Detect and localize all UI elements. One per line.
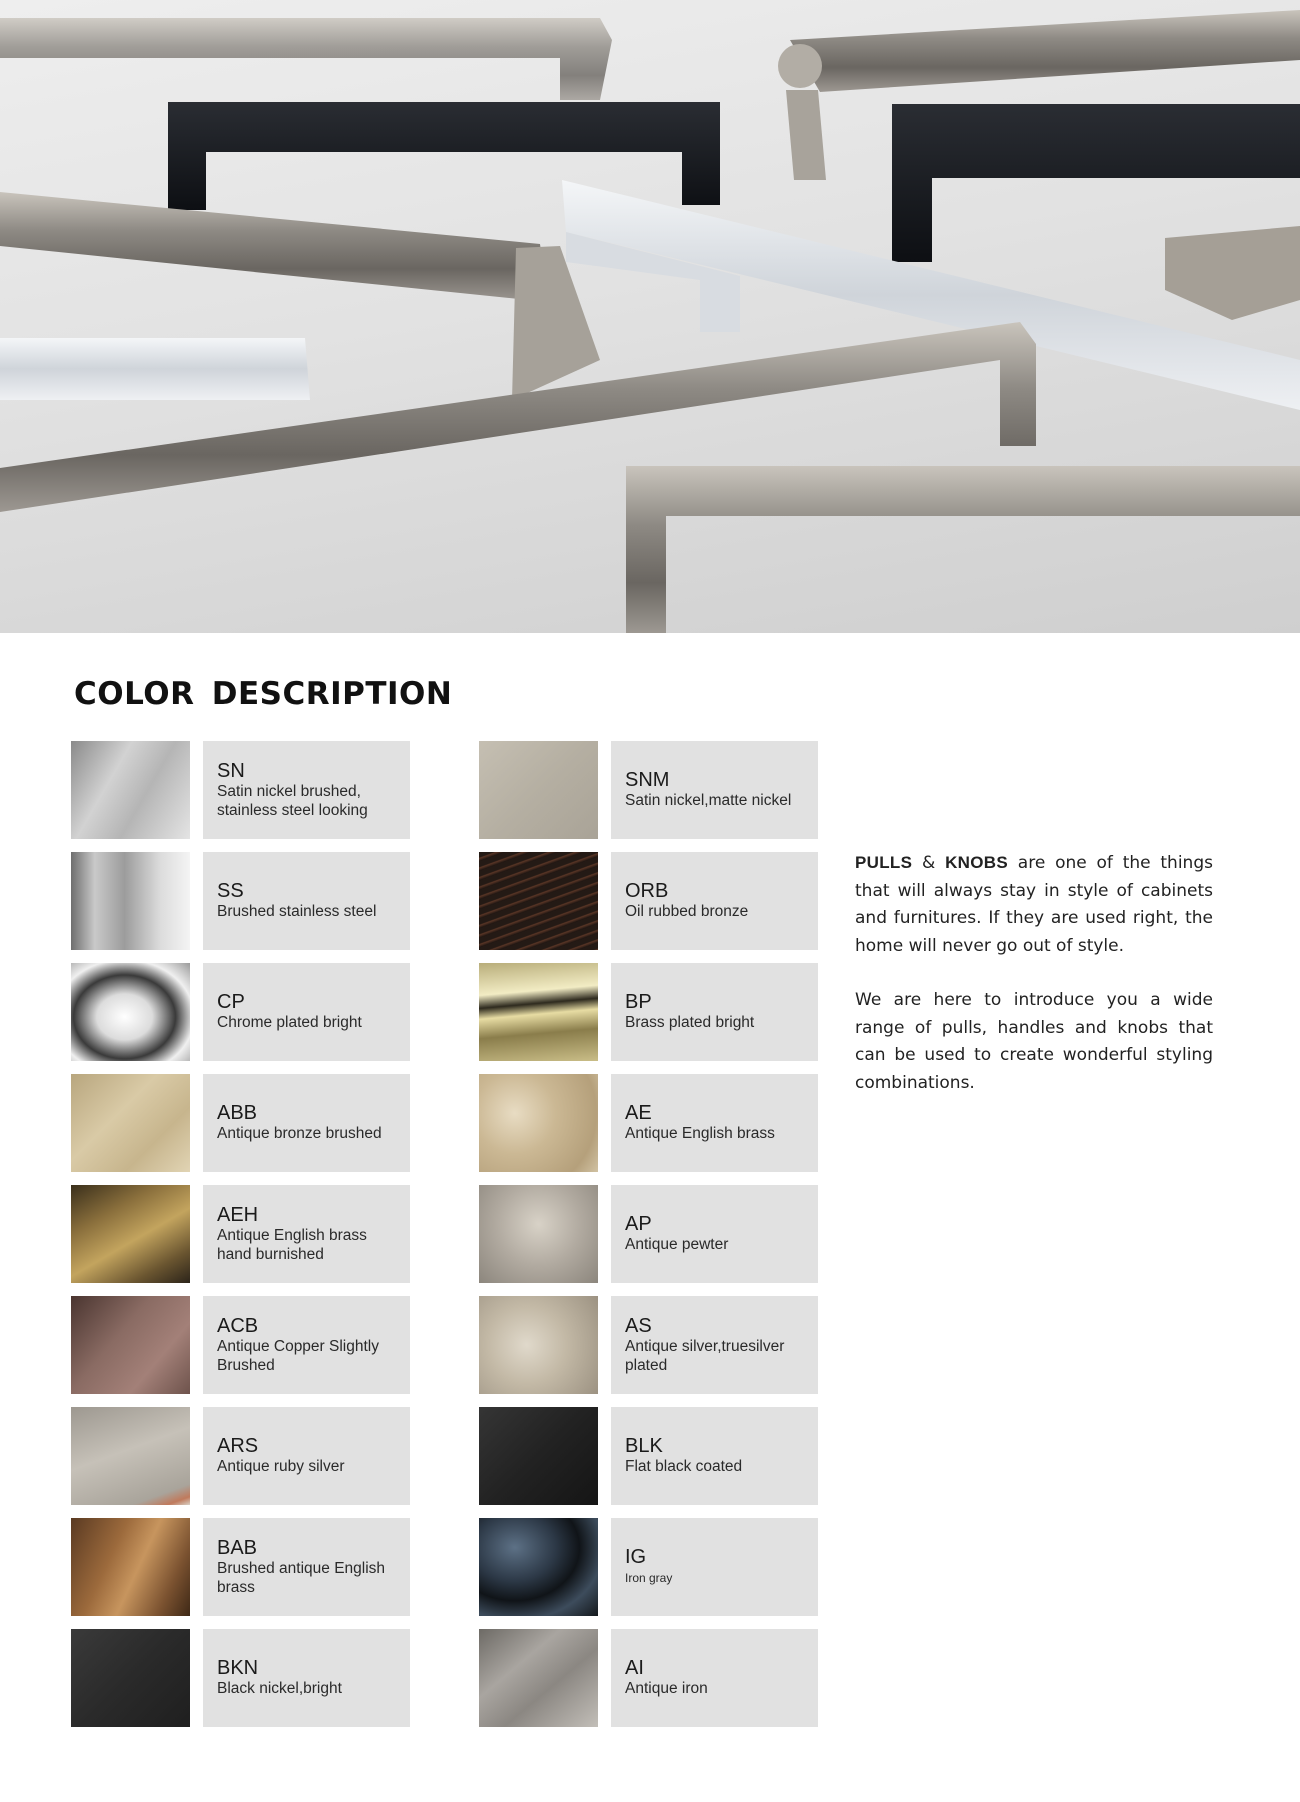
color-code: AEH (217, 1203, 259, 1226)
color-code: AP (625, 1213, 652, 1235)
color-swatch-ig (479, 1518, 598, 1616)
color-label-box (203, 1185, 410, 1283)
color-label-box (611, 852, 818, 950)
color-description: Black nickel,bright (217, 1680, 342, 1697)
color-code: BKN (217, 1657, 259, 1679)
color-description: Antique Copper Slightly Brushed (217, 1337, 379, 1374)
color-description: Antique English brass (625, 1125, 775, 1142)
color-swatch-column-right (479, 741, 819, 1740)
ampersand: & (922, 853, 936, 873)
color-item-snm (479, 741, 819, 839)
color-item-blk (479, 1407, 819, 1505)
color-label-box (203, 1296, 410, 1394)
color-description: Brass plated bright (625, 1014, 755, 1031)
intro-text (855, 849, 1213, 1124)
color-code: IG (625, 1545, 647, 1568)
color-item-abb (71, 1074, 411, 1172)
color-swatch-orb (479, 852, 598, 950)
color-label-box (611, 741, 818, 839)
color-label-box (611, 1518, 818, 1616)
color-code: ORB (625, 880, 669, 902)
color-description: Antique bronze brushed (217, 1125, 382, 1142)
color-item-ae (479, 1074, 819, 1172)
color-item-ss (71, 852, 411, 950)
intro-paragraph-1 (855, 849, 1213, 960)
color-swatch-bab (71, 1518, 190, 1616)
color-description: Antique ruby silver (217, 1458, 345, 1475)
color-item-ap (479, 1185, 819, 1283)
keyword-knobs: KNOBS (945, 853, 1008, 872)
color-description: Satin nickel,matte nickel (625, 792, 792, 809)
color-description: Oil rubbed bronze (625, 903, 749, 920)
color-swatch-ap (479, 1185, 598, 1283)
color-label-box (203, 1518, 410, 1616)
color-description: Antique English brass hand burnished (217, 1226, 367, 1263)
color-swatch-ai (479, 1629, 598, 1727)
color-item-as (479, 1296, 819, 1394)
color-swatch-ae (479, 1074, 598, 1172)
color-code: ARS (217, 1435, 259, 1457)
color-swatch-blk (479, 1407, 598, 1505)
color-swatch-abb (71, 1074, 190, 1172)
color-code: SN (217, 759, 245, 782)
color-description: Satin nickel brushed, stainless steel looking (217, 782, 368, 819)
color-code: SNM (625, 769, 670, 791)
color-code: BP (625, 991, 652, 1013)
color-description: Iron gray (625, 1570, 673, 1585)
color-label-box (203, 963, 410, 1061)
color-description: Antique silver,truesilver plated (625, 1337, 785, 1374)
color-label-box (611, 1185, 818, 1283)
color-code: BAB (217, 1536, 258, 1559)
color-description: Antique iron (625, 1680, 708, 1697)
color-label-box (611, 1074, 818, 1172)
color-description: Brushed antique English brass (217, 1559, 386, 1596)
color-item-cp (71, 963, 411, 1061)
color-swatch-ars (71, 1407, 190, 1505)
section-title: COLOR DESCRIPTION (74, 676, 453, 712)
color-label-box (203, 741, 410, 839)
color-label-box (611, 1296, 818, 1394)
color-description: Antique pewter (625, 1236, 729, 1253)
color-label-box (611, 963, 818, 1061)
color-description: Brushed stainless steel (217, 903, 377, 920)
color-swatch-acb (71, 1296, 190, 1394)
color-swatch-as (479, 1296, 598, 1394)
color-code: AI (625, 1657, 644, 1679)
color-item-orb (479, 852, 819, 950)
color-description: Chrome plated bright (217, 1014, 362, 1031)
color-item-ai (479, 1629, 819, 1727)
color-swatch-bkn (71, 1629, 190, 1727)
color-item-ig (479, 1518, 819, 1616)
color-swatch-bp (479, 963, 598, 1061)
color-item-sn (71, 741, 411, 839)
color-code: BLK (625, 1435, 663, 1457)
keyword-pulls: PULLS (855, 853, 913, 872)
color-description: Flat black coated (625, 1458, 743, 1475)
color-code: ACB (217, 1314, 259, 1337)
color-item-aeh (71, 1185, 411, 1283)
color-label-box (611, 1629, 818, 1727)
color-code: ABB (217, 1102, 258, 1124)
color-item-ars (71, 1407, 411, 1505)
intro-paragraph-1-text: are one of the things that will always stay in style of cabinets and furnitures. If they are used right, the home will never go out of style. (855, 853, 1213, 956)
hero-image (0, 0, 1300, 633)
color-item-bkn (71, 1629, 411, 1727)
color-label-box (203, 1629, 410, 1727)
color-swatch-sn (71, 741, 190, 839)
color-label-box (203, 1074, 410, 1172)
color-code: AS (625, 1314, 652, 1337)
color-code: SS (217, 880, 244, 902)
color-swatch-column-left (71, 741, 411, 1740)
cabinet-pulls-photo (0, 0, 1300, 633)
color-code: CP (217, 991, 245, 1013)
color-swatch-cp (71, 963, 190, 1061)
color-swatch-aeh (71, 1185, 190, 1283)
color-item-acb (71, 1296, 411, 1394)
intro-paragraph-2: We are here to introduce you a wide range of pulls, handles and knobs that can be used to create wonderful styling combinations. (855, 990, 1213, 1093)
color-swatch-ss (71, 852, 190, 950)
color-item-bab (71, 1518, 411, 1616)
color-label-box (203, 852, 410, 950)
color-code: AE (625, 1102, 652, 1124)
color-label-box (203, 1407, 410, 1505)
color-swatch-snm (479, 741, 598, 839)
color-label-box (611, 1407, 818, 1505)
color-item-bp (479, 963, 819, 1061)
